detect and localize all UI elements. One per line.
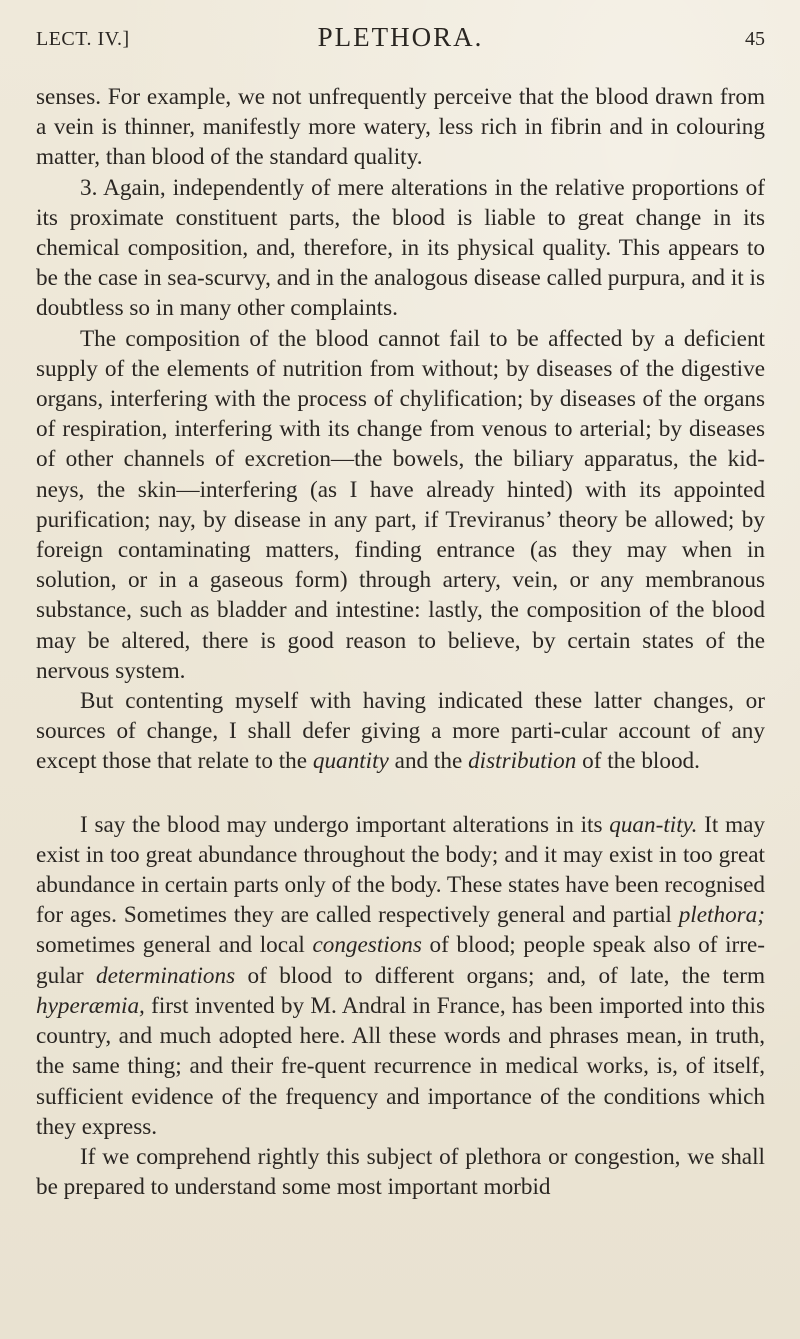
paragraph-closing: If we comprehend rightly this subject of plethora or congestion, we shall be prepared to understand some most important morbid — [36, 1143, 765, 1201]
text-run: of blood; people speak also of irre-gular — [36, 932, 765, 989]
page-number: 45 — [745, 28, 765, 50]
chapter-title: PLETHORA. — [317, 22, 484, 52]
emphasis-quantity: quantity — [312, 748, 389, 775]
text-run: and the — [388, 748, 469, 775]
lecture-label: LECT. IV.] — [36, 28, 130, 50]
emphasis-determinations: determinations — [96, 962, 236, 989]
emphasis-congestions: congestions — [312, 932, 422, 959]
text-run: of blood to different organs; and, of late, the term — [235, 962, 765, 989]
text-run: I say the blood may undergo important alterations in its — [80, 811, 610, 838]
text-run: sometimes general and local — [36, 932, 313, 959]
paragraph-chemical-composition: 3. Again, independently of mere alterations in the relative proportions of its proximate constituent parts, the blood is liable to great change in its chemical composition, and, therefore, in its physical quality. This appears to be the case in sea-scurvy, and in the analogous disease called purpura, and it is doubtless so in many other complaints. — [36, 174, 765, 322]
paragraph-continued: senses. For example, we not unfrequently perceive that the blood drawn from a vein is thinner, manifestly more watery, less rich in fibrin and in colouring matter, than blood of the standard quality. — [36, 84, 765, 171]
text-run: But contenting myself with having indicated these latter changes, or sources of change, I shall defer giving a more parti-cular account of any except those that relate to the — [36, 688, 765, 775]
emphasis-distribution: distribution — [468, 748, 577, 775]
body-text — [36, 82, 765, 1202]
text-run: It may exist in too great abundance throughout the body; and it may exist in too great abundance in certain parts only of the body. These states have been recognised for ages. Sometimes they are called respectively general and partial — [36, 811, 765, 929]
text-run: of the blood. — [576, 748, 700, 775]
paragraph-causes: The composition of the blood cannot fail to be affected by a deficient supply of the elements of nutrition from without; by diseases of the digestive organs, interfering with the process of chylification; by diseases of the organs of respiration, interfering with its change from venous to arterial; by diseases of other channels of excretion—the bowels, the biliary apparatus, the kid-neys, the skin—interfering (as I have already hinted) with its appointed purification; nay, by disease in any part, if Treviranus’ theory be allowed; by foreign contaminating matters, finding entrance (as they may when in solution, or in a gaseous form) through artery, vein, or any membranous substance, such as bladder and intestine: lastly, the composition of the blood may be altered, there is good reason to believe, by certain states of the nervous system. — [36, 325, 765, 684]
section-gap — [36, 777, 765, 810]
emphasis-quantity: quan-tity. — [609, 811, 698, 838]
text-run: first invented by M. Andral in France, has been imported into this country, and much adopted here. All these words and phrases mean, in truth, the same thing; and their fre-quent recurrence in medical works, is, of itself, sufficient evidence of the frequency and importance of the conditions which they express. — [36, 992, 765, 1140]
paragraph-deferral — [36, 686, 765, 777]
paragraph-plethora — [36, 810, 765, 1142]
emphasis-hyperaemia: hyperæmia, — [36, 992, 145, 1019]
emphasis-plethora: plethora; — [678, 902, 765, 929]
running-header — [36, 22, 765, 56]
